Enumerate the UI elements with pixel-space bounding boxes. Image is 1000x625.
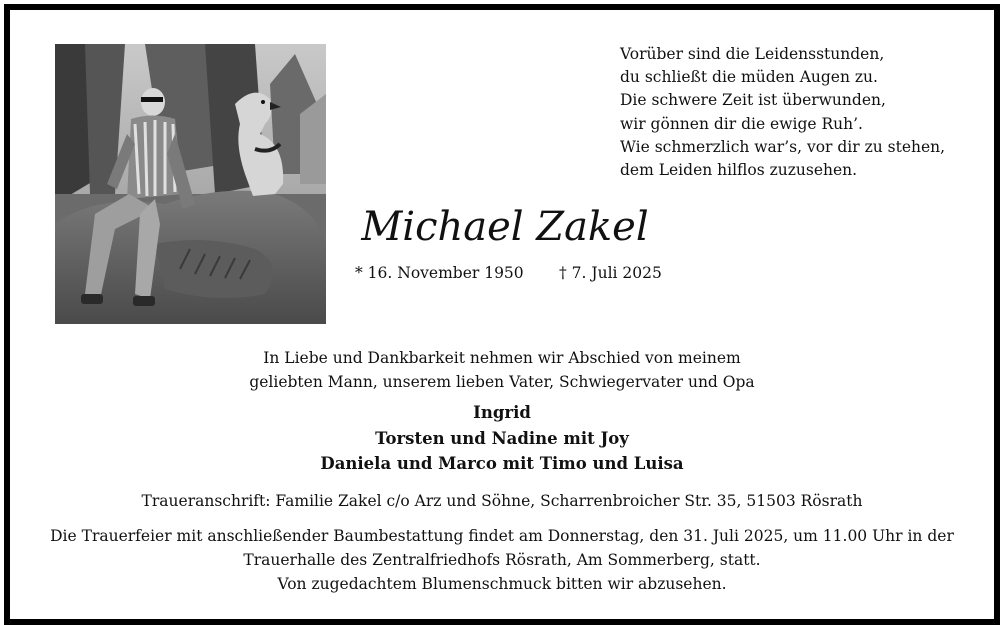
mourner-name: Torsten und Nadine mit Joy <box>375 428 629 448</box>
photo-man-with-dog-on-rock <box>55 44 326 324</box>
birth-date: * 16. November 1950 <box>355 264 524 282</box>
farewell-line: In Liebe und Dankbarkeit nehmen wir Abschied von meinem <box>263 349 741 367</box>
poem-line: Die schwere Zeit ist überwunden, <box>620 91 886 110</box>
poem-line: Wie schmerzlich war’s, vor dir zu stehen, <box>620 137 946 156</box>
mourning-address: Traueranschrift: Familie Zakel c/o Arz und Söhne, Scharrenbroicher Str. 35, 51503 Rösrath <box>141 492 863 510</box>
poem-line: Vorüber sind die Leidensstunden, <box>620 45 885 63</box>
poem-line: du schließt die müden Augen zu. <box>620 68 878 87</box>
ceremony-line: Die Trauerfeier mit anschließender Baumbestattung findet am Donnerstag, den 31. Juli 2025, um 11.00 Uhr in der <box>50 527 954 545</box>
poem-line: dem Leiden hilflos zuzusehen. <box>620 161 858 180</box>
ceremony-info <box>10 525 994 573</box>
poem-line: wir gönnen dir die ewige Ruh’. <box>620 114 863 133</box>
farewell-text <box>10 347 994 394</box>
flowers-note: Von zugedachtem Blumenschmuck bitten wir abzusehen. <box>277 575 727 593</box>
ceremony-line: Trauerhalle des Zentralfriedhofs Rösrath, Am Sommerberg, statt. <box>243 550 761 569</box>
farewell-line: geliebten Mann, unserem lieben Vater, Schwiegervater und Opa <box>249 372 755 391</box>
poem <box>620 43 945 182</box>
death-date: † 7. Juli 2025 <box>559 264 662 282</box>
mourner-name: Ingrid <box>473 403 531 422</box>
portrait-photo <box>55 44 326 324</box>
obituary-card <box>4 4 1000 625</box>
mourner-name: Daniela und Marco mit Timo und Luisa <box>320 454 684 473</box>
deceased-name: Michael Zakel <box>361 204 649 250</box>
mourners-list <box>10 400 994 477</box>
